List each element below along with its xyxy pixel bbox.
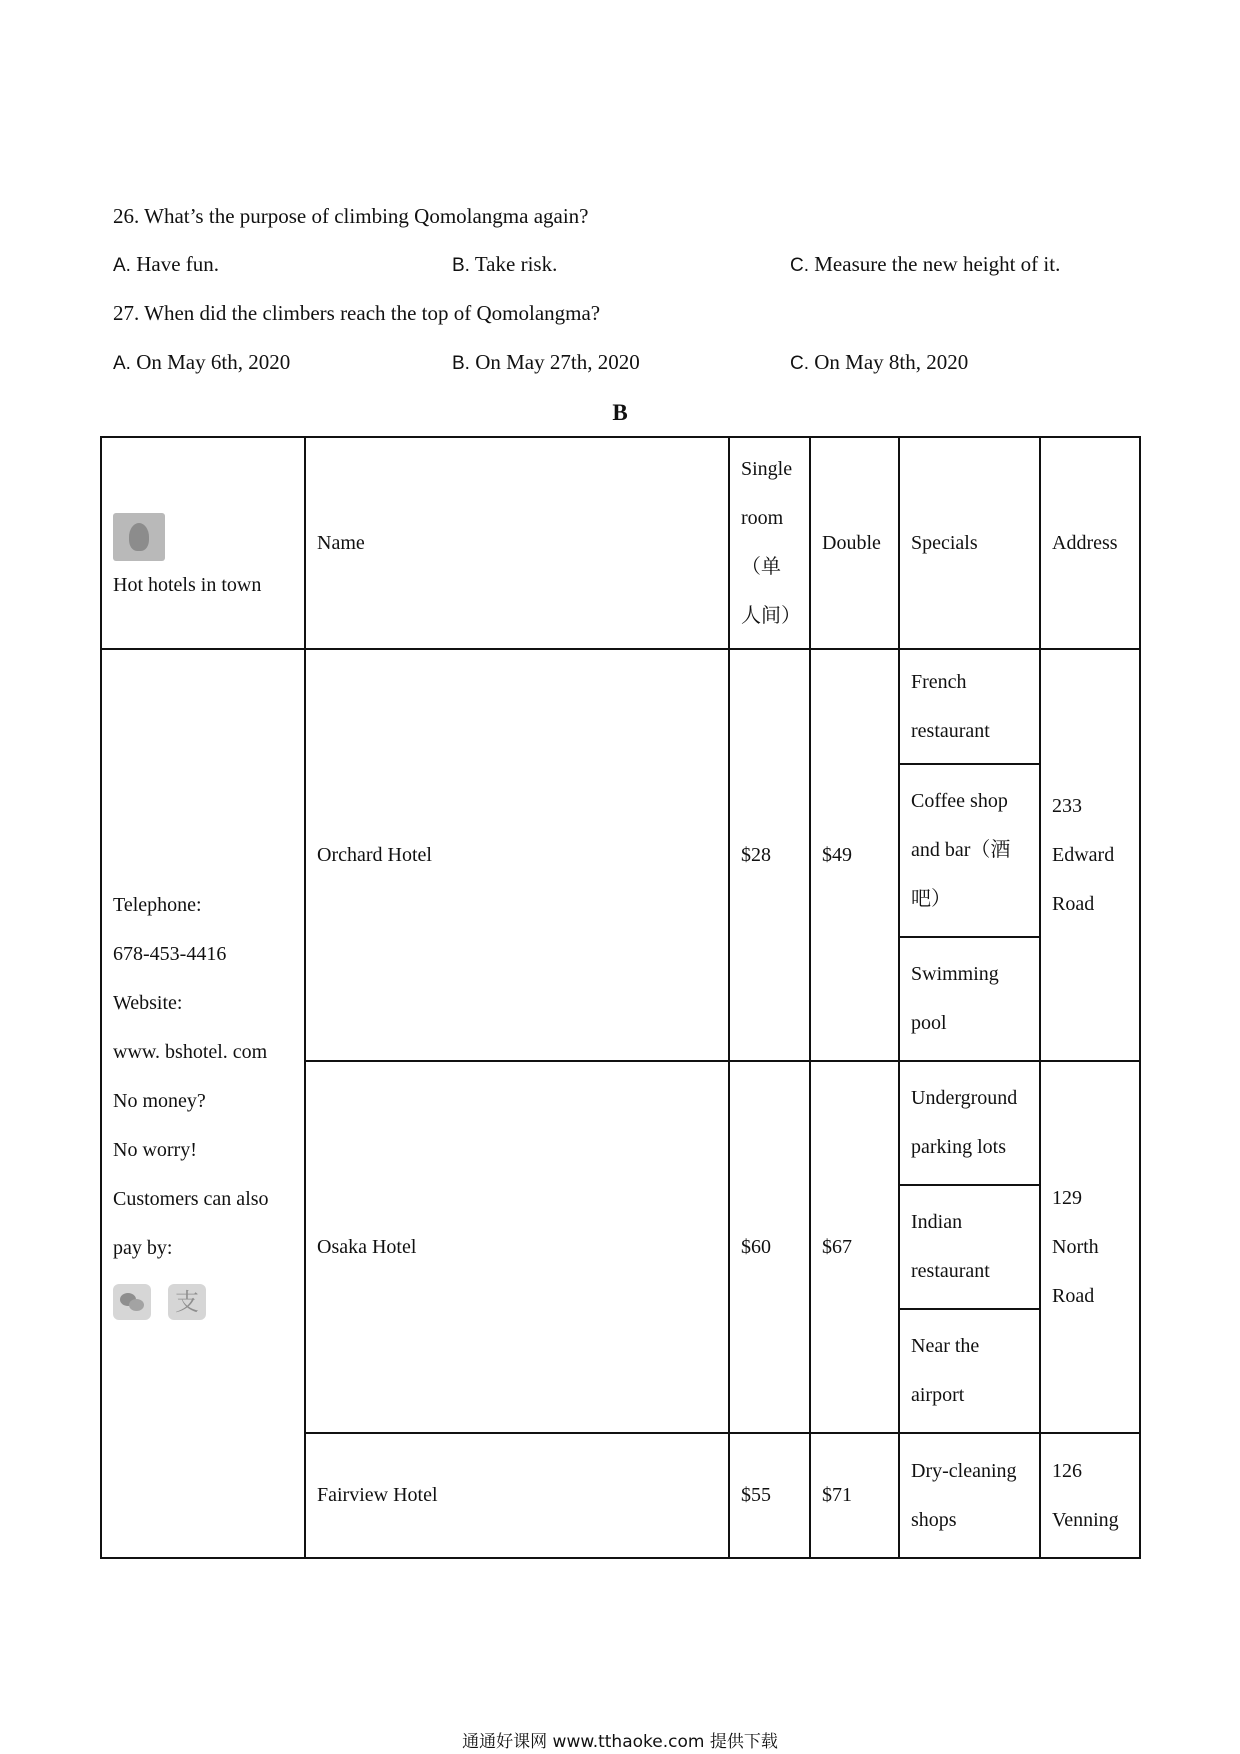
option-26-b: B. Take risk. (452, 252, 558, 276)
section-title: B (612, 400, 628, 425)
page-footer: 通通好课网 www.tthaoke.com 提供下载 (462, 1732, 778, 1752)
alipay-icon: 支 (168, 1284, 206, 1320)
hotel-double-price: $67 (810, 1061, 899, 1433)
hotels-table (100, 436, 1141, 1559)
table-row (101, 649, 1140, 764)
special-item: Dry-cleaning shops (899, 1433, 1040, 1558)
special-item: Near the airport (899, 1309, 1040, 1433)
hotel-double-price: $49 (810, 649, 899, 1061)
hotel-name: Orchard Hotel (305, 649, 729, 1061)
hotel-logo-icon (113, 513, 165, 561)
hotel-single-price: $28 (729, 649, 810, 1061)
header-double: Double (810, 437, 899, 649)
header-single: Single room （单 人间） (729, 437, 810, 649)
header-intro-cell (101, 437, 305, 649)
header-specials: Specials (899, 437, 1040, 649)
option-27-c: C. On May 8th, 2020 (790, 350, 969, 374)
hotel-single-price: $60 (729, 1061, 810, 1433)
special-item: Underground parking lots (899, 1061, 1040, 1185)
header-name: Name (305, 437, 729, 649)
option-27-a: A. On May 6th, 2020 (113, 350, 291, 374)
hotel-address: 233 Edward Road (1040, 649, 1140, 1061)
question-27: 27. When did the climbers reach the top of Qomolangma? (113, 301, 601, 325)
special-item: Swimming pool (899, 937, 1040, 1061)
hotel-address: 126 Venning (1040, 1433, 1140, 1558)
special-item: French restaurant (899, 649, 1040, 764)
special-item: Coffee shop and bar（酒 吧） (899, 764, 1040, 937)
header-address: Address (1040, 437, 1140, 649)
option-27-b: B. On May 27th, 2020 (452, 350, 640, 374)
question-26: 26. What’s the purpose of climbing Qomolangma again? (113, 204, 589, 228)
header-intro: Hot hotels in town (113, 574, 262, 597)
hotel-double-price: $71 (810, 1433, 899, 1558)
hotel-address: 129 North Road (1040, 1061, 1140, 1433)
hotel-name: Fairview Hotel (305, 1433, 729, 1558)
option-26-a: A. Have fun. (113, 252, 220, 276)
special-item: Indian restaurant (899, 1185, 1040, 1309)
hotel-name: Osaka Hotel (305, 1061, 729, 1433)
table-header-row (101, 437, 1140, 649)
option-26-c: C. Measure the new height of it. (790, 252, 1061, 276)
info-cell: Telephone: 678-453-4416 Website: www. bshotel. com No money? No worry! Customers can also pay by: 支 (101, 649, 305, 1558)
wechat-pay-icon (113, 1284, 151, 1320)
hotel-single-price: $55 (729, 1433, 810, 1558)
